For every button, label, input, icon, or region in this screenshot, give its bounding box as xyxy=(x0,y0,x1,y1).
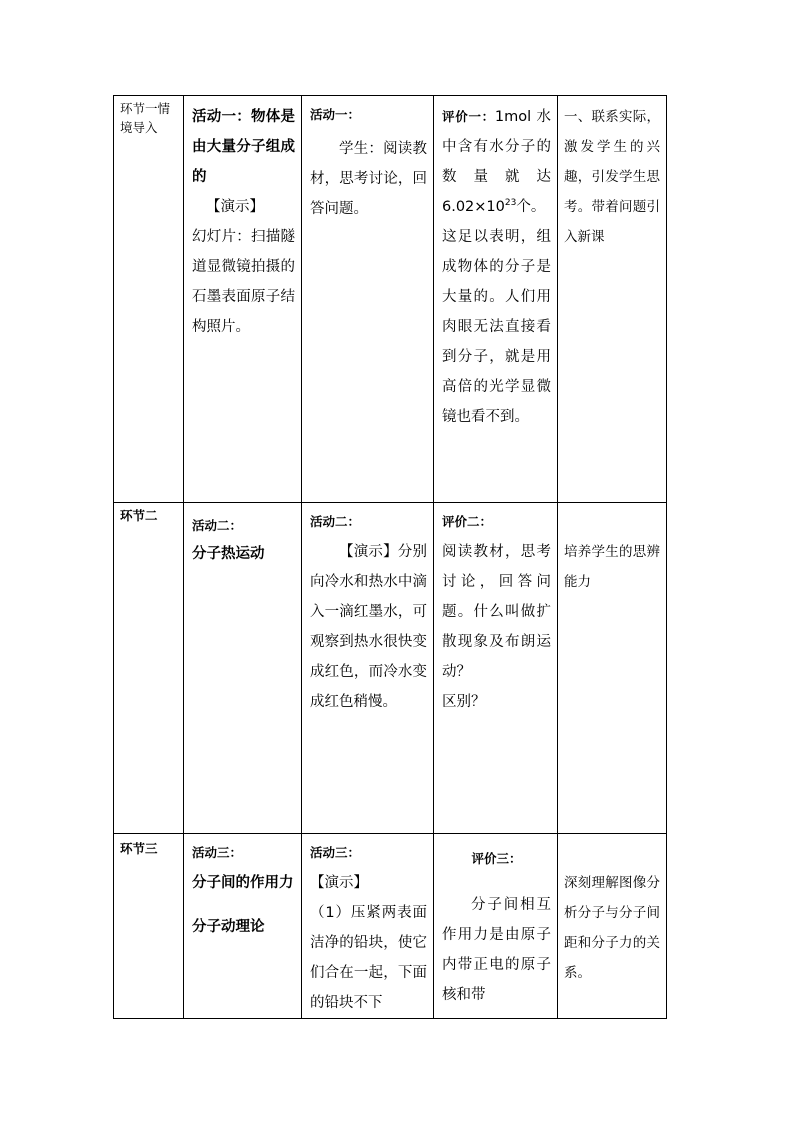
student-cell xyxy=(302,503,434,834)
lesson-plan-table xyxy=(113,95,667,1019)
activity-title: 分子热运动 xyxy=(192,546,265,562)
demo-label: 【演示】 xyxy=(206,199,264,215)
student-text: 学生：阅读教材，思考讨论，回答问题。 xyxy=(310,141,427,217)
activity-header: 活动二： xyxy=(192,518,243,533)
activity-demo-text: 幻灯片：扫描隧道显微镜拍摄的石墨表面原子结构照片。 xyxy=(192,229,295,335)
evaluation-text: 这足以表明，组成物体的分子是大量的。人们用肉眼无法直接看到分子，就是用高倍的光学显微镜也看不到。 xyxy=(442,229,551,425)
evaluation-text-2: 区别？ xyxy=(442,694,486,710)
activity-title: 活动一：物体是由大量分子组成的 xyxy=(192,109,295,185)
activity-cell xyxy=(184,834,302,1019)
activity-cell xyxy=(184,503,302,834)
table-row xyxy=(114,503,667,834)
intent-cell xyxy=(558,96,667,503)
section-label: 环节二 xyxy=(120,508,158,523)
student-cell xyxy=(302,834,434,1019)
student-cell xyxy=(302,96,434,503)
section-label: 环节一情境导入 xyxy=(120,101,171,135)
intent-text: 一、联系实际，激发学生的兴趣，引发学生思考。带着问题引入新课 xyxy=(564,109,660,245)
intent-cell xyxy=(558,503,667,834)
evaluation-cell xyxy=(434,834,558,1019)
section-cell xyxy=(114,834,184,1019)
intent-text: 培养学生的思辨能力 xyxy=(564,544,660,590)
student-header: 活动三： xyxy=(310,845,361,860)
intent-cell xyxy=(558,834,667,1019)
section-cell xyxy=(114,503,184,834)
evaluation-text: 分子间相互作用力是由原子内带正电的原子核和带 xyxy=(442,897,551,1003)
evaluation-header: 评价三： xyxy=(471,851,522,866)
evaluation-header: 评价二： xyxy=(442,514,493,529)
intent-text: 深刻理解图像分析分子与分子间距和分子力的关系。 xyxy=(564,875,660,981)
activity-title-2: 分子动理论 xyxy=(192,919,265,935)
evaluation-cell xyxy=(434,96,558,503)
evaluation-number: 6.02×10 xyxy=(442,199,505,215)
evaluation-exponent: 23 xyxy=(504,198,517,209)
evaluation-unit: 个。 xyxy=(516,199,546,215)
demo-label: 【演示】 xyxy=(310,875,368,891)
evaluation-intro: 1mol 水中含有水分子的数量就达 xyxy=(442,109,551,185)
evaluation-cell xyxy=(434,503,558,834)
student-header: 活动一： xyxy=(310,107,361,122)
activity-title: 分子间的作用力 xyxy=(192,875,294,891)
activity-header: 活动三： xyxy=(192,845,243,860)
student-header: 活动二： xyxy=(310,514,361,529)
evaluation-header: 评价一： xyxy=(442,109,495,124)
student-text: （1）压紧两表面洁净的铅块，使它们合在一起，下面的铅块不下 xyxy=(310,905,427,1011)
activity-cell xyxy=(184,96,302,503)
table-row xyxy=(114,96,667,503)
table-row xyxy=(114,834,667,1019)
evaluation-text: 阅读教材，思考讨论，回答问题。什么叫做扩散现象及布朗运动？ xyxy=(442,544,551,680)
section-cell xyxy=(114,96,184,503)
student-text: 【演示】分别向冷水和热水中滴入一滴红墨水，可观察到热水很快变成红色，而冷水变成红色稍慢。 xyxy=(310,544,427,710)
section-label: 环节三 xyxy=(120,841,158,856)
